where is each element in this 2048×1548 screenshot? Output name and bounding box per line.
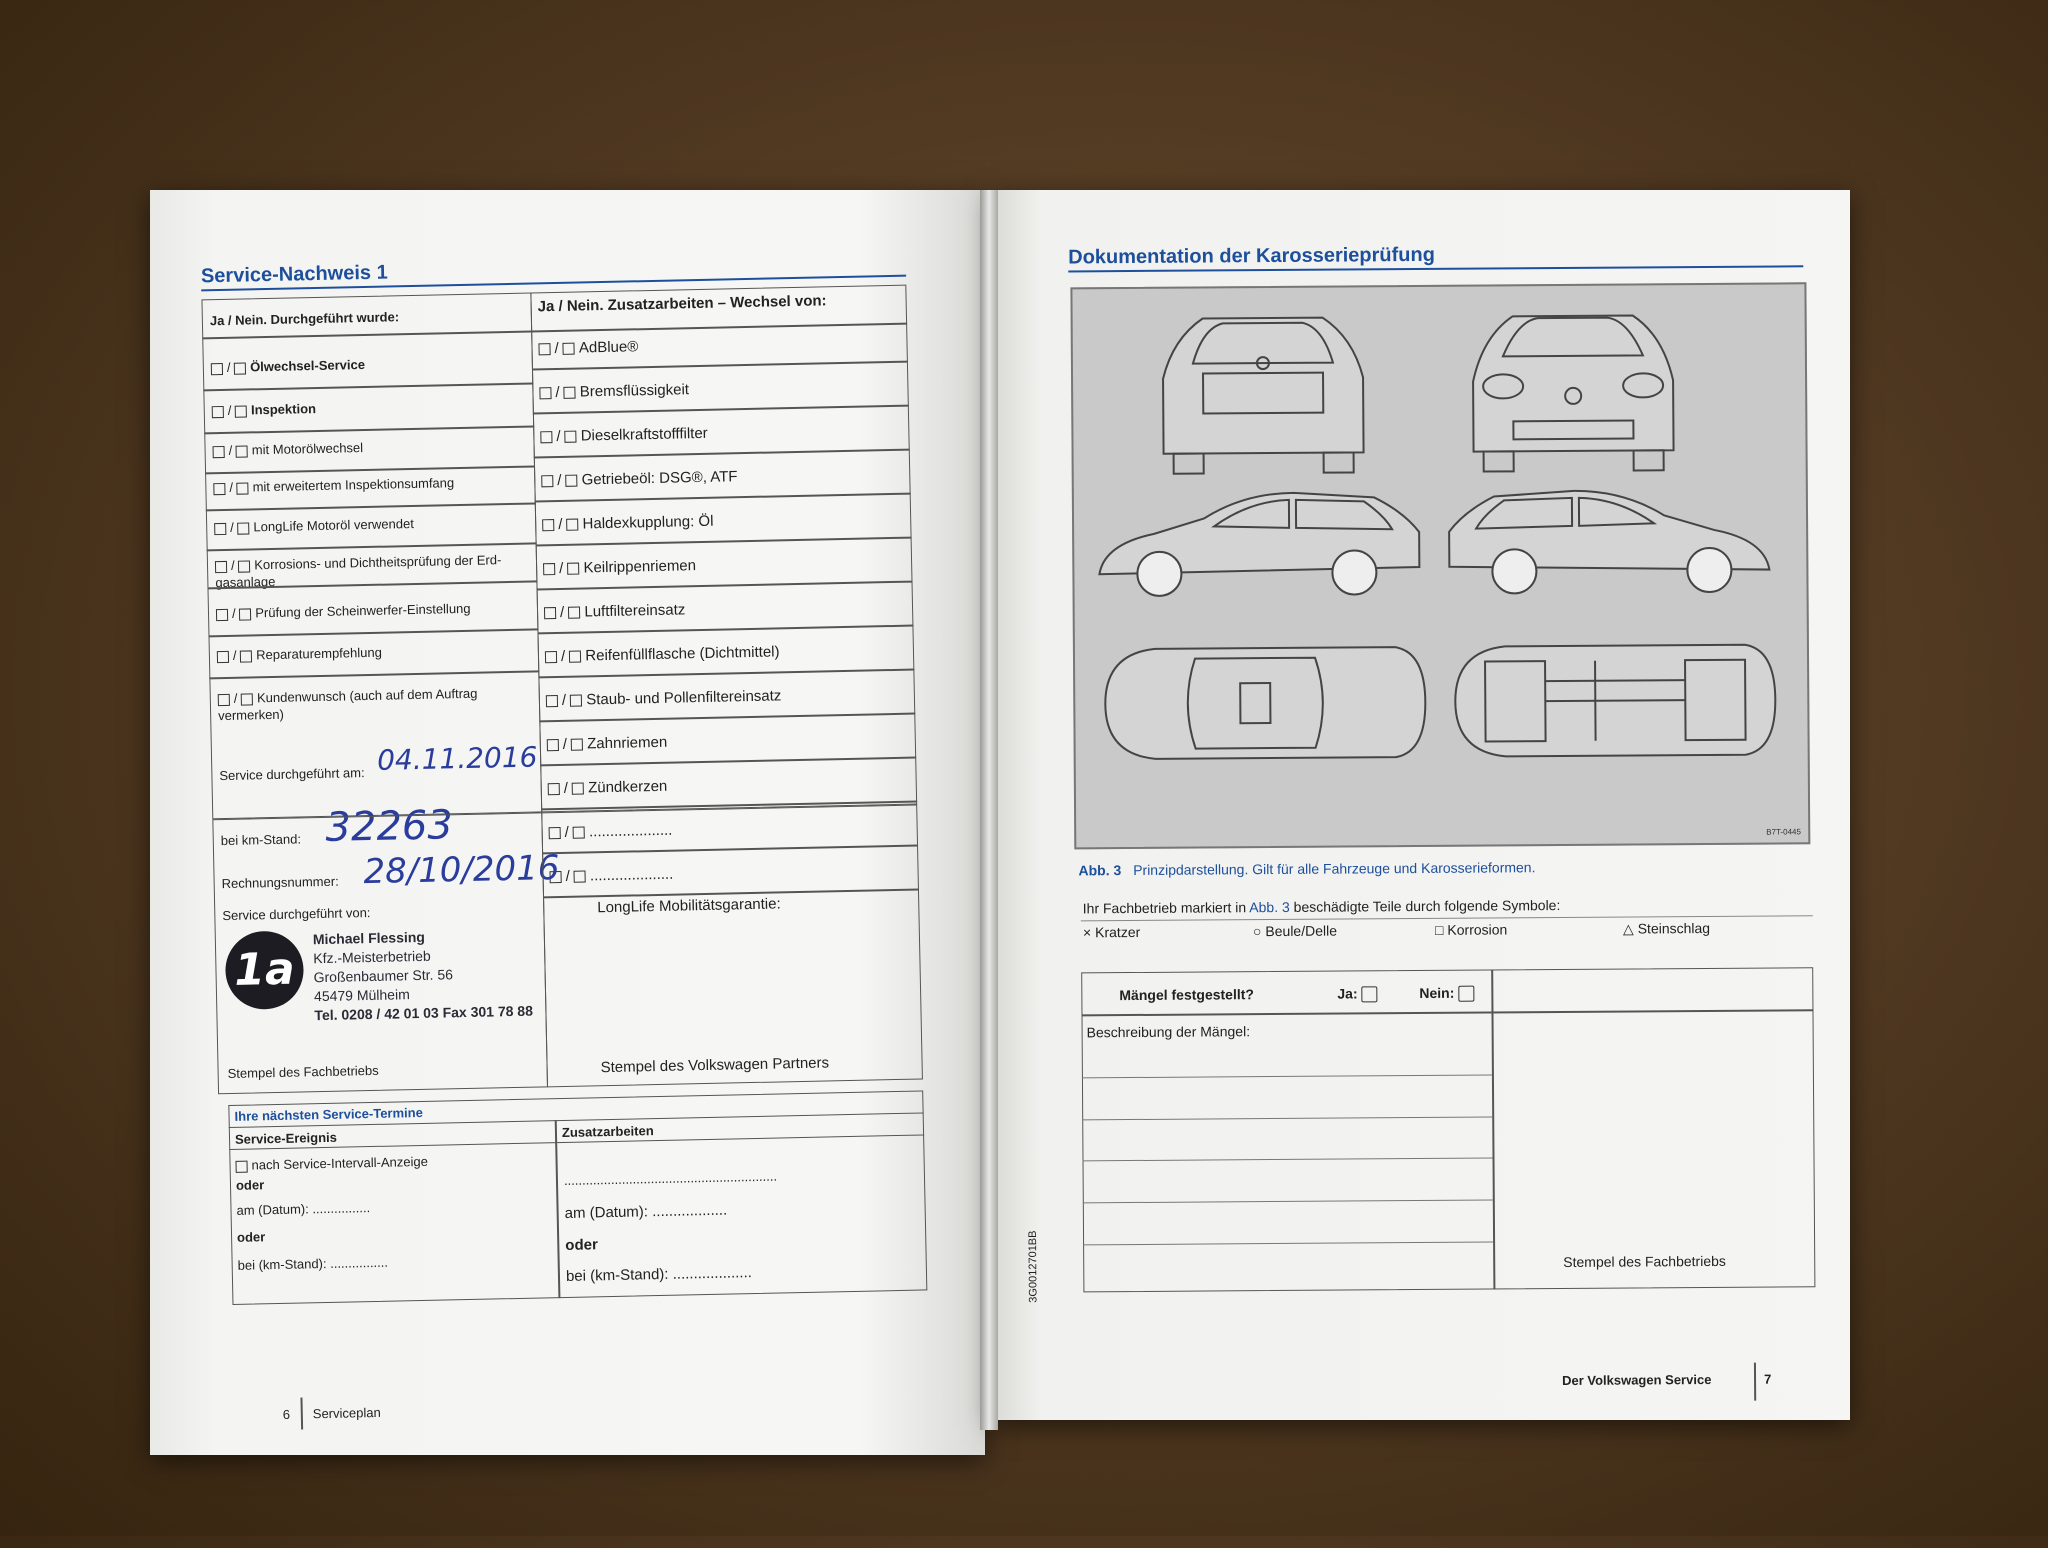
col1-item-label: LongLife Motoröl verwendet: [253, 516, 415, 535]
col1-item-label: Reparaturempfehlung: [255, 644, 383, 663]
next-c2-km: bei (km-Stand): ...................: [565, 1264, 753, 1285]
defects-question: Mängel festgestellt?: [1119, 986, 1255, 1004]
stamp-line4: 45479 Mülheim: [313, 986, 410, 1005]
col2-item-label: Haldexkupplung: Öl: [582, 512, 714, 533]
symbol-glyph: □: [1434, 921, 1444, 938]
left-footer-num: 6: [282, 1406, 291, 1422]
slash: /: [556, 427, 565, 445]
stamp-line2: Kfz.-Meisterbetrieb: [313, 947, 431, 967]
slash: /: [558, 515, 567, 533]
invoice-value: 28/10/2016: [363, 848, 560, 893]
symbol-label: Korrosion: [1447, 921, 1508, 938]
next-header: Ihre nächsten Service-Termine: [234, 1104, 424, 1124]
next-c2-oder: oder: [565, 1236, 599, 1254]
service-date-label: Service durchgeführt am:: [219, 765, 365, 784]
left-footer-label: Serviceplan: [312, 1404, 381, 1422]
col2-item-label: Staub- und Pollenfiltereinsatz: [586, 687, 782, 709]
next-oder2: oder: [236, 1229, 266, 1245]
figure-caption: [1078, 859, 1535, 879]
car-top-view: [1105, 647, 1426, 759]
col2-item-label: Luftfiltereinsatz: [584, 601, 686, 621]
symbol-glyph: ○: [1252, 923, 1262, 940]
km-value: 32263: [325, 802, 454, 851]
col2-item-label: ....................: [589, 865, 674, 885]
km-label: bei km-Stand:: [220, 831, 302, 849]
ja-option: [1337, 985, 1381, 1003]
stamp-line5: Tel. 0208 / 42 01 03 Fax 301 78 88: [314, 1002, 534, 1024]
next-oder1: oder: [235, 1177, 265, 1193]
side-code: 3G0012701BB: [1026, 1230, 1040, 1303]
symbol-label: Beule/Delle: [1265, 922, 1338, 940]
stamp-label-vw: Stempel des Volkswagen Partners: [600, 1054, 830, 1077]
symbol-item: [1083, 924, 1140, 940]
ja-checkbox[interactable]: [1361, 987, 1377, 1003]
slash: /: [559, 603, 569, 621]
longlife-label: LongLife Mobilitätsgarantie:: [597, 895, 781, 917]
stamp-line1: Michael Flessing: [312, 928, 426, 948]
slash: /: [560, 647, 570, 665]
symbol-label: Steinschlag: [1637, 919, 1711, 937]
next-col2: Zusatzarbeiten: [561, 1123, 654, 1141]
instruction-link: Abb. 3: [1249, 898, 1290, 916]
slash: /: [555, 383, 564, 402]
caption-label: Abb. 3: [1078, 862, 1122, 879]
slash: /: [562, 735, 572, 753]
stamp-label-fach: Stempel des Fachbetriebs: [227, 1062, 379, 1082]
slash: /: [557, 471, 566, 489]
slash: /: [228, 442, 236, 458]
symbol-item: [1435, 921, 1508, 938]
service-date-value: 04.11.2016: [376, 740, 538, 777]
car-rear-view: [1163, 317, 1364, 473]
col1-item-label: Inspektion: [250, 401, 317, 418]
col1-item-label: mit Motorölwechsel: [251, 440, 364, 458]
slash: /: [554, 339, 564, 358]
slash: /: [229, 479, 237, 495]
col2-item-label: Reifenfüllflasche (Dichtmittel): [585, 643, 780, 665]
next-interval-label: nach Service-Intervall-Anzeige: [251, 1153, 429, 1173]
nein-option: [1419, 985, 1478, 1003]
col2-item-label: Dieselkraftstofffilter: [580, 424, 708, 445]
next-col1: Service-Ereignis: [234, 1129, 338, 1147]
col2-item-label: AdBlue®: [578, 338, 639, 357]
right-stamp-label: Stempel des Fachbetriebs: [1563, 1252, 1726, 1271]
slash: /: [565, 867, 575, 885]
col1-item-label: Korrosions- und Dichtheitsprüfung der Erd- gasanlage: [215, 552, 502, 591]
car-side-right-view: [1449, 490, 1770, 594]
nein-checkbox[interactable]: [1458, 986, 1474, 1002]
symbol-label: Kratzer: [1095, 923, 1141, 941]
nein-label: Nein:: [1419, 984, 1455, 1002]
symbol-item: [1253, 923, 1337, 940]
slash: /: [226, 359, 235, 375]
instruction-pre: Ihr Fachbetrieb markiert in: [1082, 899, 1250, 917]
col1-header: Ja / Nein. Durchgeführt wurde:: [209, 309, 400, 329]
slash: /: [230, 519, 238, 535]
slash: /: [233, 690, 242, 706]
symbol-glyph: ×: [1082, 924, 1092, 941]
instruction-post: beschädigte Teile durch folgende Symbole:: [1289, 897, 1561, 915]
performed-by-label: Service durchgeführt von:: [222, 904, 371, 924]
symbol-glyph: △: [1622, 920, 1634, 937]
col2-item-label: Keilrippenriemen: [583, 557, 697, 577]
slash: /: [558, 559, 568, 577]
col1-item-label: Prüfung der Scheinwerfer-Einstellung: [255, 600, 471, 621]
col2-item-label: Zahnriemen: [586, 733, 668, 753]
defects-desc-label: Beschreibung der Mängel:: [1086, 1023, 1251, 1041]
col1-item-label: Kundenwunsch (auch auf dem Auftrag vermerken): [218, 685, 478, 724]
next-c1-km: bei (km-Stand): ................: [237, 1254, 389, 1273]
fig-code: B7T-0445: [1766, 827, 1801, 837]
invoice-label: Rechnungsnummer:: [221, 873, 339, 892]
karosserie-title: Dokumentation der Karosserieprüfung: [1068, 243, 1435, 269]
next-c2-date: am (Datum): ..................: [564, 1201, 728, 1222]
slash: /: [563, 779, 573, 797]
slash: /: [232, 647, 241, 663]
car-side-left-view: [1099, 492, 1420, 596]
stamp-line3: Großenbaumer Str. 56: [313, 966, 454, 986]
right-footer-label: Der Volkswagen Service: [1562, 1371, 1712, 1389]
next-c1-date: am (Datum): ................: [236, 1200, 371, 1218]
col1-item-label: mit erweitertem Inspektionsumfang: [252, 475, 455, 495]
col2-header: Ja / Nein. Zusatzarbeiten – Wechsel von:: [537, 292, 827, 316]
slash: /: [230, 557, 239, 573]
slash: /: [561, 691, 571, 709]
slash: /: [231, 605, 240, 621]
col1-item-label: Ölwechsel-Service: [249, 356, 366, 375]
next-c2-dots: ...........................................................: [563, 1168, 778, 1188]
slash: /: [564, 823, 574, 841]
col2-item-label: ....................: [588, 821, 673, 841]
col2-item-label: Zündkerzen: [587, 777, 668, 797]
service-nachweis-title: Service-Nachweis 1: [200, 261, 388, 288]
caption-text: Prinzipdarstellung. Gilt für alle Fahrzeuge und Karosserieformen.: [1133, 859, 1536, 879]
ja-label: Ja:: [1337, 985, 1358, 1002]
symbol-item: [1623, 920, 1710, 938]
right-footer-divider: [1754, 1363, 1756, 1401]
car-front-view: [1473, 315, 1674, 471]
car-diagram-panel: [1070, 282, 1810, 849]
car-diagram: [1072, 284, 1808, 847]
slash: /: [227, 402, 236, 418]
right-footer-num: 7: [1763, 1371, 1772, 1387]
stamp-logo: 1a: [225, 930, 305, 1010]
instruction: [1083, 897, 1561, 917]
col2-item-label: Getriebeöl: DSG®, ATF: [581, 468, 738, 489]
col2-item-label: Bremsflüssigkeit: [579, 381, 690, 401]
car-underbody-view: [1455, 645, 1776, 757]
